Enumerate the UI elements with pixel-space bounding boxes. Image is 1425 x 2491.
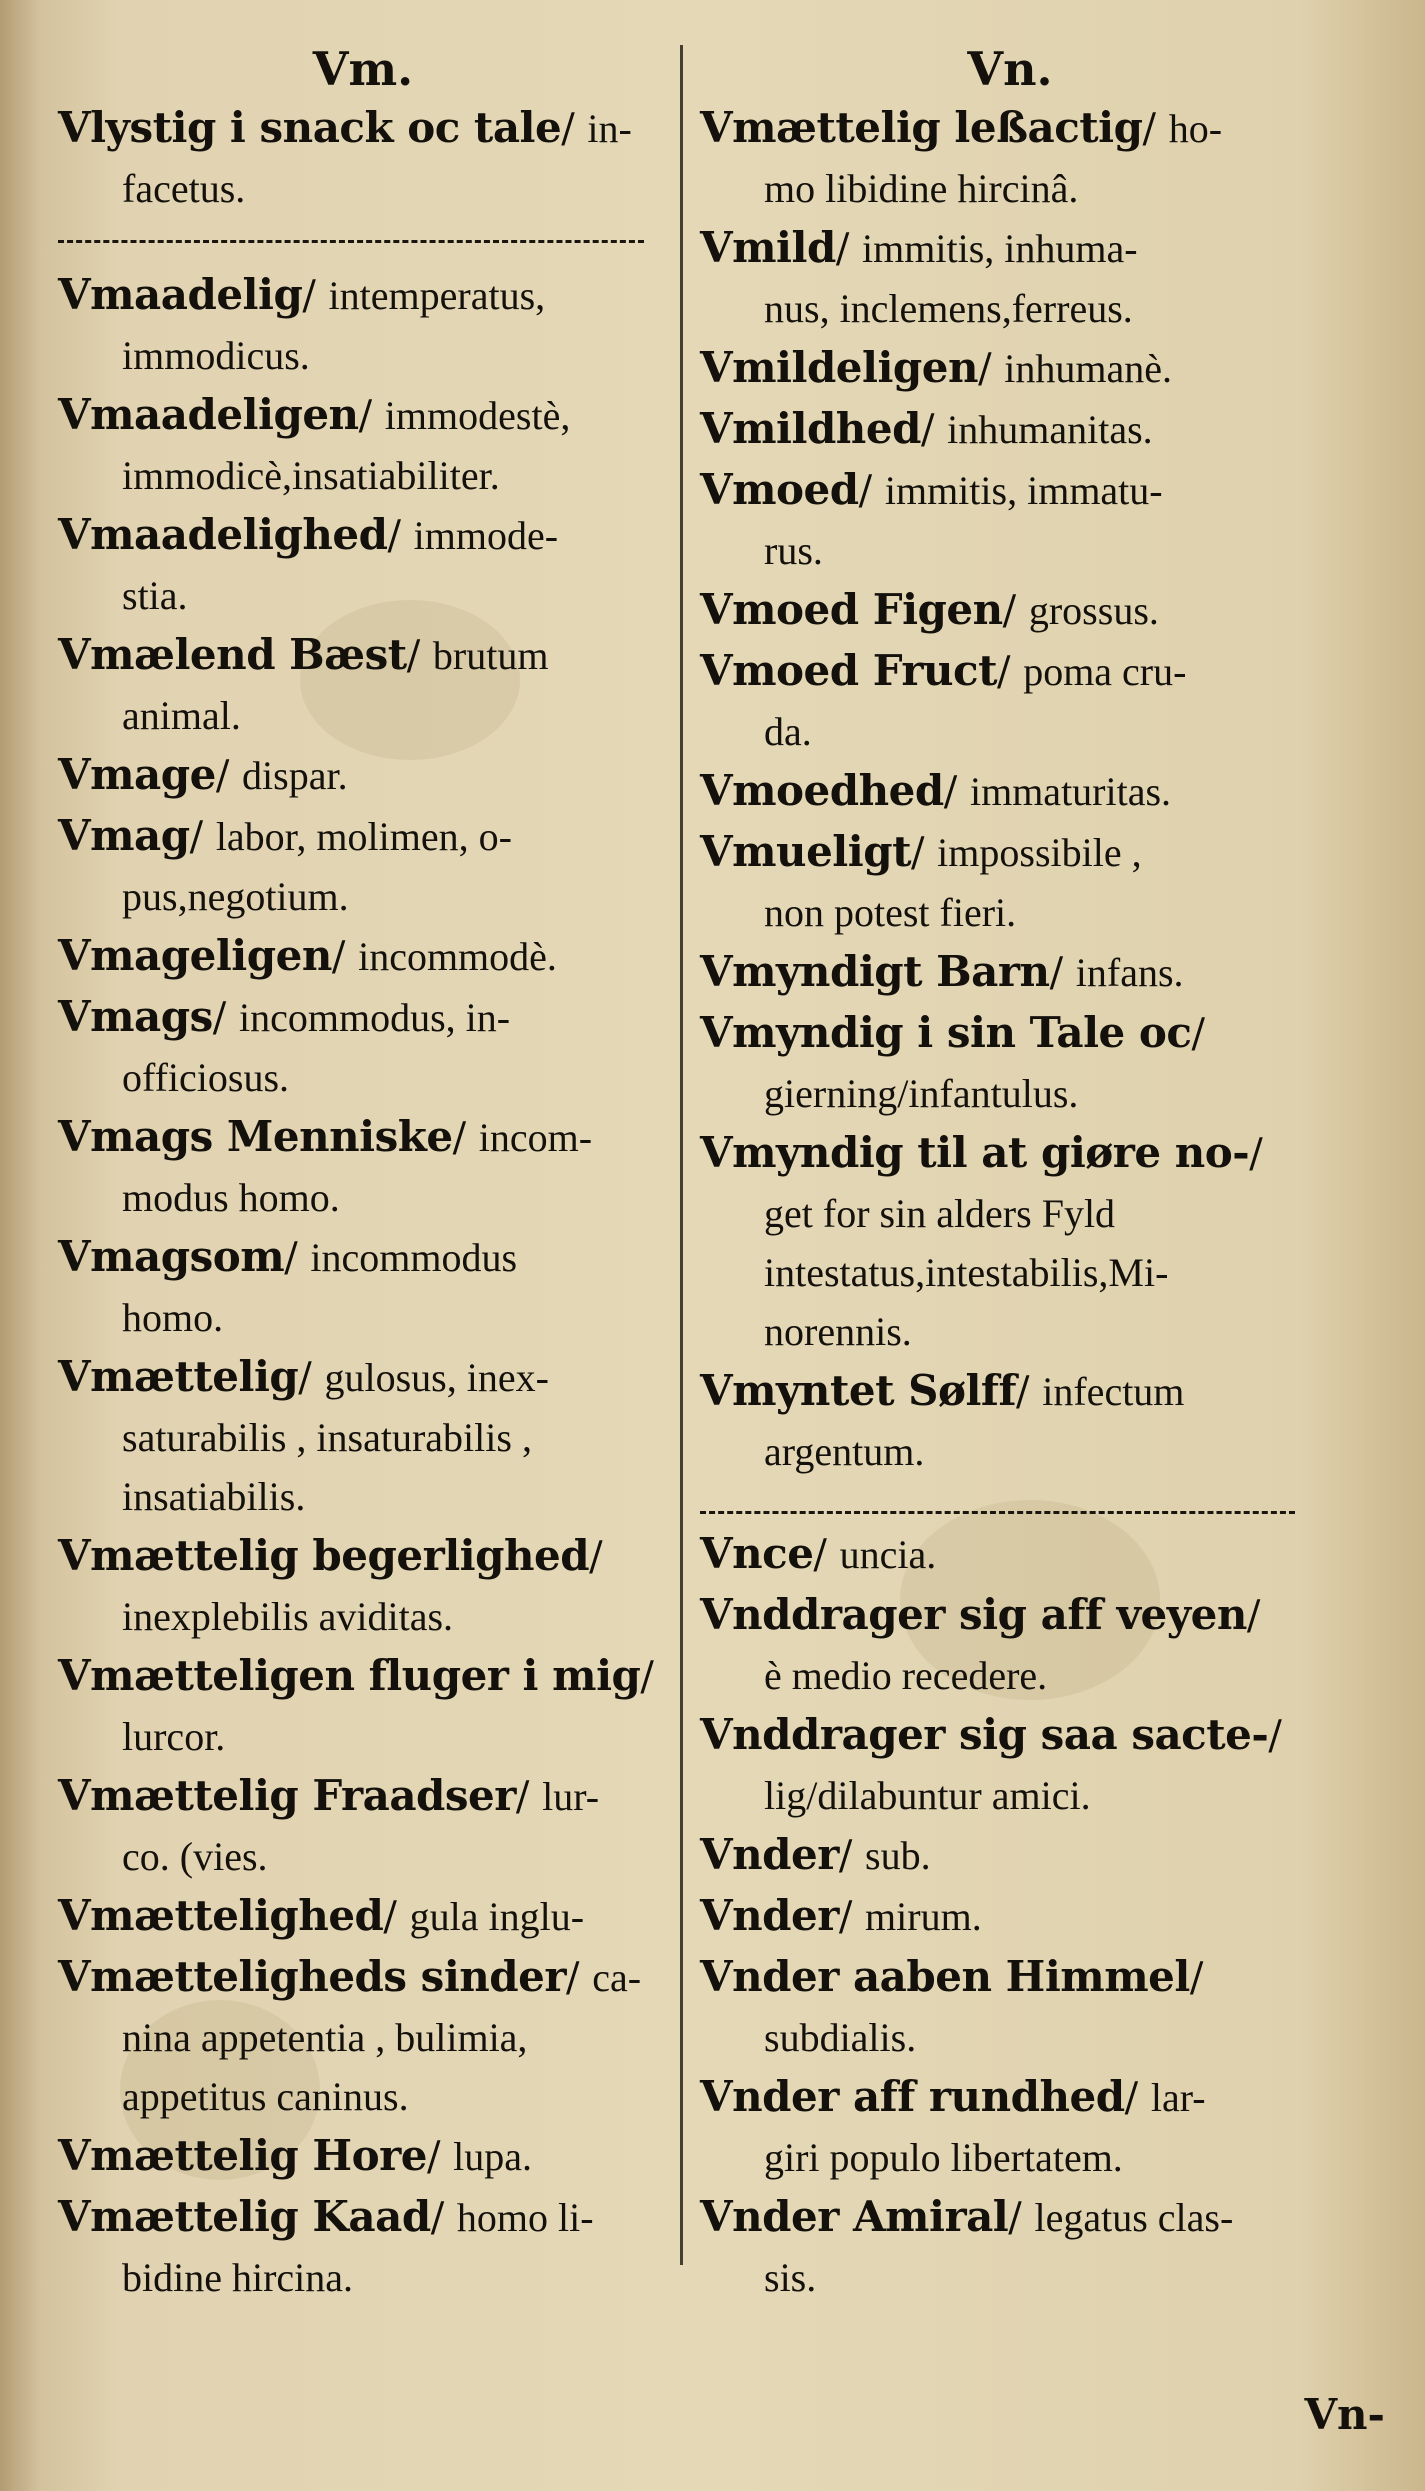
entry-first-line — [700, 2187, 1320, 2248]
entry-continuation: insatiabilis. — [122, 1474, 306, 1519]
entry-first-line — [58, 1107, 668, 1168]
entry-first-line — [700, 1524, 1320, 1585]
entry-separator: / — [452, 1115, 479, 1161]
entry-headword: Vmaadelighed — [58, 510, 388, 559]
left-entries — [58, 265, 668, 2307]
entry-definition: brutum — [432, 633, 549, 678]
entry-headword: Vnder aaben Himmel — [700, 1952, 1190, 2001]
entry-continuation: homo. — [122, 1295, 224, 1340]
entry-separator: / — [358, 393, 385, 439]
dictionary-entry — [58, 385, 668, 505]
entry-definition: mirum. — [865, 1894, 982, 1939]
entry-first-line — [700, 98, 1320, 159]
dictionary-entry — [700, 1003, 1320, 1123]
entry-definition: infans. — [1075, 950, 1184, 995]
dictionary-entry — [700, 1585, 1320, 1705]
entry-definition: in- — [587, 106, 632, 151]
entry-headword: Vmælend Bæst — [58, 630, 407, 679]
entry-first-line — [58, 1947, 668, 2008]
entry-separator: / — [1246, 1593, 1261, 1639]
entry-definition: lur- — [542, 1774, 600, 1819]
entry-headword: Vmættelig begerlighed — [58, 1531, 590, 1580]
left-column — [58, 40, 668, 2307]
entry-headword: Vmættelig — [58, 1352, 299, 1401]
column-divider — [680, 45, 683, 2265]
entry-definition: gulosus, inex- — [324, 1355, 549, 1400]
dictionary-entry — [700, 942, 1320, 1003]
dictionary-entry — [58, 265, 668, 385]
entry-headword: Vmageligen — [58, 931, 332, 980]
entry-headword: Vmættelig leßactig — [700, 103, 1143, 152]
entry-continuation: non potest fieri. — [764, 890, 1017, 935]
entry-separator: / — [978, 346, 1005, 392]
entry-headword: Vmags Menniske — [58, 1112, 453, 1161]
entry-definition: impossibile , — [937, 830, 1142, 875]
entry-headword: Vmaadeligen — [58, 390, 359, 439]
entry-headword: Vmoed Fruct — [700, 646, 997, 695]
entry-continuation: lurcor. — [122, 1714, 226, 1759]
entry-continuation: da. — [764, 709, 812, 754]
entry-definition: immitis, immatu- — [884, 468, 1163, 513]
entry-first-line — [58, 265, 668, 326]
entry-definition: inhumanè. — [1004, 346, 1172, 391]
entry-separator: / — [1008, 2195, 1035, 2241]
entry-definition: lupa. — [453, 2134, 533, 2179]
dictionary-entry — [58, 1947, 668, 2126]
entry-separator: / — [561, 106, 588, 152]
entry-first-line — [58, 926, 668, 987]
entry-first-line — [700, 1886, 1320, 1947]
entry-continuation: rus. — [764, 528, 823, 573]
entry-definition: incommodè. — [358, 934, 557, 979]
entry-headword: Vmætteligheds sinder — [58, 1952, 567, 2001]
entry-headword: Vmaadelig — [58, 270, 303, 319]
entry-headword: Vmoed Figen — [700, 585, 1003, 634]
entry-definition: lar- — [1150, 2075, 1206, 2120]
entry-first-line — [58, 806, 668, 867]
entry-separator: / — [1142, 106, 1169, 152]
entry-first-line — [58, 625, 668, 686]
entry-separator: / — [589, 1534, 603, 1580]
entry-continuation: get for sin alders Fyld — [764, 1191, 1116, 1236]
entry-headword: Vmags — [58, 992, 213, 1041]
dictionary-entry — [58, 2187, 668, 2307]
entry-separator: / — [215, 753, 243, 799]
entry-continuation: immodicus. — [122, 333, 310, 378]
entry-first-line — [58, 2187, 668, 2248]
entry-headword: Vmættelighed — [58, 1891, 384, 1940]
entry-continuation: nus, inclemens,ferreus. — [764, 286, 1133, 331]
entry-separator: / — [212, 995, 239, 1041]
entry-first-line — [700, 218, 1320, 279]
entry-headword: Vlystig i snack oc tale — [58, 103, 562, 152]
entry-continuation: intestatus,intestabilis,Mi- — [764, 1250, 1169, 1295]
dictionary-entry — [58, 1766, 668, 1886]
entry-separator: / — [406, 633, 433, 679]
dictionary-entry — [58, 625, 668, 745]
dictionary-entry — [700, 460, 1320, 580]
entry-first-line — [700, 822, 1320, 883]
dictionary-entry — [58, 1107, 668, 1227]
dictionary-entry — [58, 2126, 668, 2187]
entry-headword: Vmoed — [700, 465, 859, 514]
entry-separator: / — [430, 2195, 457, 2241]
entry-continuation: nina appetentia , bulimia, — [122, 2015, 528, 2060]
entry-continuation: stia. — [122, 573, 188, 618]
entry-headword: Vmueligt — [700, 827, 911, 876]
entry-headword: Vmildhed — [700, 404, 921, 453]
entry-definition: legatus clas- — [1034, 2195, 1234, 2240]
entry-separator: / — [331, 934, 359, 980]
entry-separator: / — [640, 1654, 654, 1700]
entry-continuation: lig/dilabuntur amici. — [764, 1773, 1091, 1818]
entry-separator: / — [302, 273, 329, 319]
entry-first-line — [58, 1886, 668, 1947]
dictionary-entry — [58, 1526, 668, 1646]
entry-definition: immodestè, — [384, 393, 571, 438]
entry-separator: / — [1124, 2075, 1151, 2121]
entry-first-line — [58, 1347, 668, 1408]
entry-headword: Vmyndigt Barn — [700, 947, 1050, 996]
entry-first-line — [700, 1947, 1320, 2008]
dictionary-entry — [58, 926, 668, 987]
entry-continuation: saturabilis , insaturabilis , — [122, 1415, 532, 1460]
entry-headword: Vmættelig Fraadser — [58, 1771, 516, 1820]
dictionary-entry — [58, 745, 668, 806]
entry-first-line — [700, 942, 1320, 1003]
entry-first-line — [700, 2067, 1320, 2128]
entry-continuation: norennis. — [764, 1309, 912, 1354]
entry-definition: immitis, inhuma- — [862, 226, 1138, 271]
dictionary-entry — [700, 1361, 1320, 1481]
entry-separator: / — [1191, 1011, 1205, 1057]
section-rule-left — [58, 240, 644, 243]
entry-first-line — [58, 385, 668, 446]
dictionary-entry — [700, 1705, 1320, 1825]
entry-headword: Vmættelig Kaad — [58, 2192, 431, 2241]
entry-first-line — [700, 761, 1320, 822]
entry-separator: / — [996, 649, 1024, 695]
entry-separator: / — [1016, 1369, 1043, 1415]
entry-continuation: appetitus caninus. — [122, 2074, 409, 2119]
entry-separator: / — [1189, 1955, 1204, 2001]
entry-definition: labor, molimen, o- — [215, 814, 512, 859]
entry-separator: / — [566, 1955, 593, 2001]
entry-definition: incommodus — [310, 1235, 518, 1280]
entry-separator: / — [284, 1235, 311, 1281]
dictionary-entry — [700, 2187, 1320, 2307]
entry-separator: / — [515, 1774, 543, 1820]
entry-first-line — [58, 987, 668, 1048]
entry-first-line — [58, 1227, 668, 1288]
entry-continuation: argentum. — [764, 1429, 925, 1474]
entry-continuation: modus homo. — [122, 1175, 340, 1220]
entry-headword: Vmage — [58, 750, 216, 799]
entry-headword: Vnder — [700, 1891, 839, 1940]
entry-headword: Vmyntet Sølff — [700, 1366, 1017, 1415]
entry-first-line — [700, 1585, 1320, 1646]
entry-headword: Vmyndig til at giøre no- — [700, 1128, 1250, 1177]
left-running-head: Vm. — [312, 42, 414, 96]
entry-separator: / — [838, 1894, 866, 1940]
entry-headword: Vmyndig i sin Tale oc — [700, 1008, 1192, 1057]
entry-headword: Vmild — [700, 223, 836, 272]
dictionary-entry — [58, 1347, 668, 1526]
entry-first-line — [700, 338, 1320, 399]
entry-definition: incom- — [478, 1115, 593, 1160]
dictionary-entry — [700, 641, 1320, 761]
entry-first-line — [700, 1123, 1320, 1184]
entry-definition: infectum — [1042, 1369, 1185, 1414]
entry-definition: ho- — [1168, 106, 1223, 151]
entry-continuation: officiosus. — [122, 1055, 290, 1100]
entry-headword: Vnder aff rundhed — [700, 2072, 1125, 2121]
entry-headword: Vmag — [58, 811, 190, 860]
entry-first-line — [700, 399, 1320, 460]
dictionary-entry — [700, 1825, 1320, 1886]
entry-definition: gula inglu- — [409, 1894, 585, 1939]
entry-first-line — [700, 460, 1320, 521]
dictionary-entry — [700, 399, 1320, 460]
dictionary-entry — [700, 218, 1320, 338]
dictionary-entry — [700, 2067, 1320, 2187]
entry-separator: / — [298, 1355, 325, 1401]
entry-definition: incommodus, in- — [238, 995, 511, 1040]
catchword: Vn- — [1304, 2390, 1385, 2439]
dictionary-entry — [58, 505, 668, 625]
entry-definition: intemperatus, — [328, 273, 546, 318]
dictionary-entry — [700, 98, 1320, 218]
entry-separator: / — [835, 226, 863, 272]
dictionary-entry — [700, 822, 1320, 942]
entry-first-line — [58, 745, 668, 806]
entry-continuation: giri populo libertatem. — [764, 2135, 1123, 2180]
entry-headword: Vmætteligen fluger i mig — [58, 1651, 641, 1700]
entry-first-line — [58, 505, 668, 566]
entry-continuation: bidine hircina. — [122, 2255, 354, 2300]
entry-continuation: immodicè,insatiabiliter. — [122, 453, 500, 498]
dictionary-entry — [58, 1886, 668, 1947]
entry-first-line — [700, 1361, 1320, 1422]
entry-headword: Vnddrager sig saa sacte- — [700, 1710, 1269, 1759]
entry-definition: dispar. — [242, 753, 348, 798]
entry-separator: / — [426, 2134, 454, 2180]
entry-separator: / — [838, 1833, 866, 1879]
dictionary-entry — [700, 1947, 1320, 2067]
entry-definition: grossus. — [1028, 588, 1159, 633]
entry-first-line — [700, 641, 1320, 702]
entry-headword: Vmildeligen — [700, 343, 979, 392]
entry-continuation: inexplebilis aviditas. — [122, 1594, 454, 1639]
entry-definition: uncia. — [839, 1532, 937, 1577]
left-top-entries — [58, 98, 668, 218]
entry-first-line — [58, 1646, 668, 1707]
entry-separator: / — [920, 407, 948, 453]
dictionary-entry — [58, 806, 668, 926]
right-column — [700, 40, 1320, 2307]
entry-separator: / — [1002, 588, 1029, 634]
entry-continuation: sis. — [764, 2255, 817, 2300]
dictionary-entry — [700, 580, 1320, 641]
entry-headword: Vmættelig Hore — [58, 2131, 427, 2180]
entry-first-line — [700, 580, 1320, 641]
entry-headword: Vmagsom — [58, 1232, 285, 1281]
right-entries-after-rule — [700, 1524, 1320, 2307]
entry-headword: Vnce — [700, 1529, 814, 1578]
dictionary-entry — [700, 1123, 1320, 1361]
entry-continuation: mo libidine hircinâ. — [764, 166, 1079, 211]
entry-first-line — [58, 1526, 668, 1587]
entry-headword: Vnder — [700, 1830, 839, 1879]
dictionary-entry — [58, 1646, 668, 1766]
entry-continuation: gierning/infantulus. — [764, 1071, 1079, 1116]
entry-separator: / — [387, 513, 414, 559]
entry-separator: / — [383, 1894, 410, 1940]
section-rule-right — [700, 1511, 1295, 1514]
dictionary-entry — [700, 1886, 1320, 1947]
dictionary-entry — [58, 98, 668, 218]
dictionary-entry — [700, 338, 1320, 399]
entry-headword: Vmoedhed — [700, 766, 944, 815]
dictionary-entry — [58, 987, 668, 1107]
entry-first-line — [700, 1705, 1320, 1766]
entry-definition: immode- — [413, 513, 559, 558]
entry-first-line — [58, 98, 668, 159]
entry-definition: sub. — [865, 1833, 931, 1878]
entry-first-line — [700, 1003, 1320, 1064]
entry-continuation: animal. — [122, 693, 241, 738]
entry-definition: ca- — [592, 1955, 642, 2000]
entry-separator: / — [813, 1532, 840, 1578]
entry-continuation: pus,negotium. — [122, 874, 349, 919]
entry-continuation: è medio recedere. — [764, 1653, 1048, 1698]
dictionary-entry — [58, 1227, 668, 1347]
entry-separator: / — [1049, 950, 1076, 996]
entry-headword: Vnder Amiral — [700, 2192, 1009, 2241]
right-running-head: Vn. — [967, 42, 1053, 96]
entry-definition: homo li- — [456, 2195, 594, 2240]
entry-continuation: facetus. — [122, 166, 246, 211]
entry-separator: / — [1268, 1713, 1282, 1759]
entry-separator: / — [943, 769, 970, 815]
entry-separator: / — [1249, 1131, 1263, 1177]
dictionary-entry — [700, 761, 1320, 822]
entry-separator: / — [189, 814, 216, 860]
entry-separator: / — [910, 830, 938, 876]
entry-continuation: co. (vies. — [122, 1834, 268, 1879]
right-entries — [700, 98, 1320, 1481]
entry-definition: inhumanitas. — [947, 407, 1153, 452]
entry-definition: immaturitas. — [969, 769, 1172, 814]
entry-first-line — [58, 2126, 668, 2187]
entry-definition: poma cru- — [1023, 649, 1187, 694]
entry-separator: / — [858, 468, 885, 514]
entry-first-line — [700, 1825, 1320, 1886]
entry-headword: Vnddrager sig aff veyen — [700, 1590, 1247, 1639]
dictionary-entry — [700, 1524, 1320, 1585]
entry-first-line — [58, 1766, 668, 1827]
entry-continuation: subdialis. — [764, 2015, 917, 2060]
